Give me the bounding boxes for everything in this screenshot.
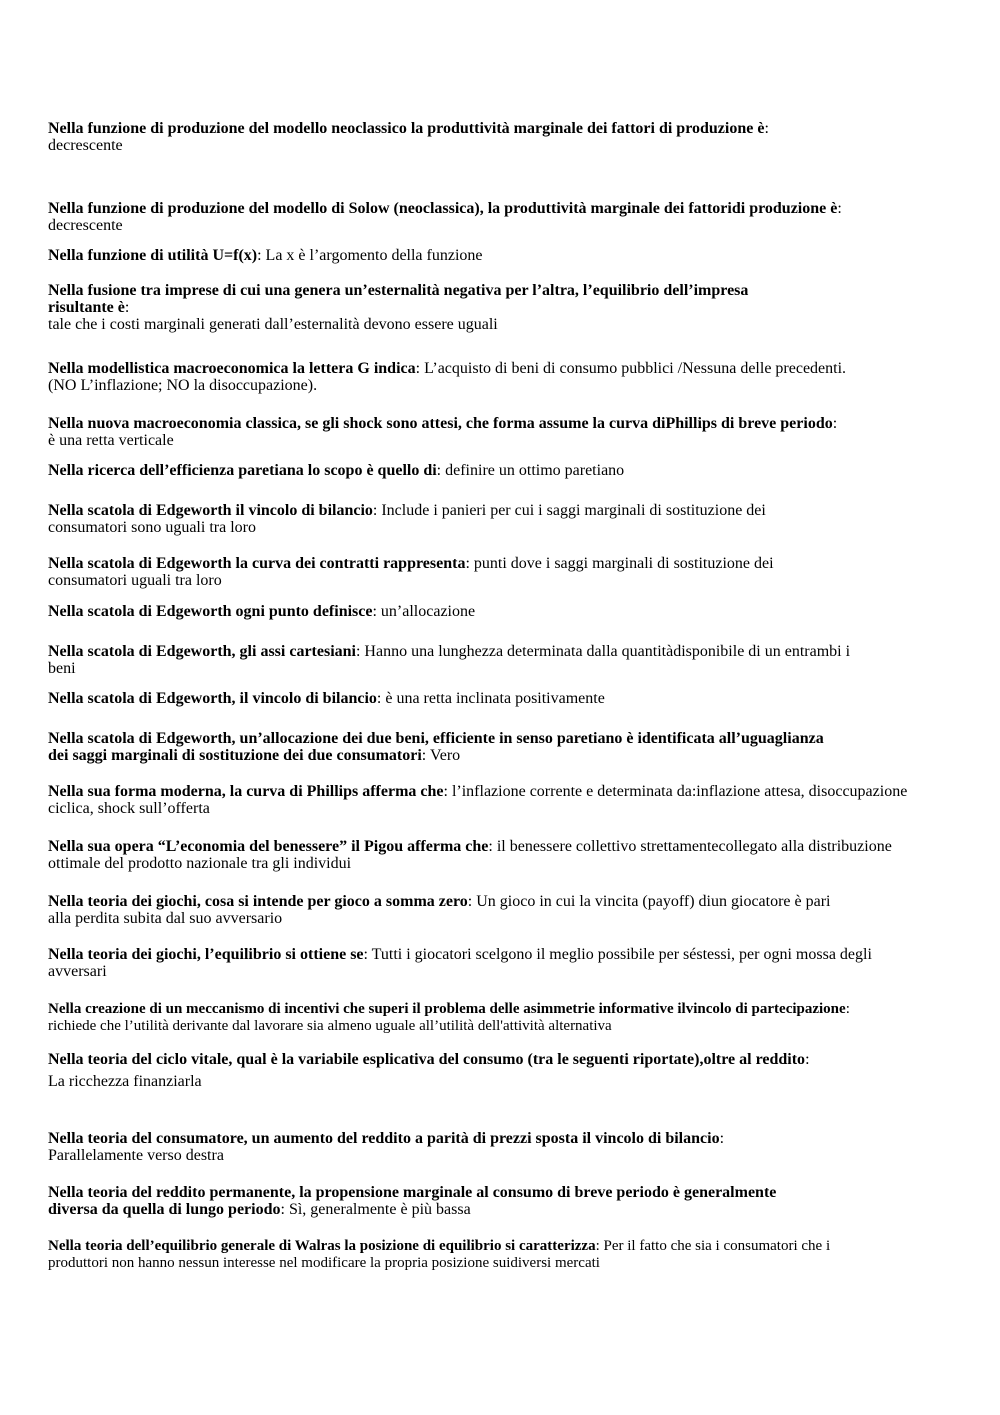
- answer-text: : Hanno una lunghezza determinata dalla quantitàdisponibile di un entrambi i beni: [48, 643, 851, 677]
- question-text: Nella scatola di Edgeworth, il vincolo di bilancio: [48, 690, 377, 707]
- qa-entry: [48, 502, 778, 536]
- answer-text: : Un gioco in cui la vincita (payoff) diun giocatore è pari alla perdita subita dal suo avversario: [48, 893, 831, 927]
- qa-entry: [48, 462, 938, 479]
- qa-entry: [48, 946, 878, 980]
- qa-entry: [48, 690, 938, 707]
- qa-entry: [48, 200, 878, 234]
- answer-text: : punti dove i saggi marginali di sostituzione dei consumatori uguali tra loro: [48, 555, 774, 589]
- question-text: Nella nuova macroeconomia classica, se gli shock sono attesi, che forma assume la curva diPhillips di breve periodo: [48, 415, 833, 432]
- qa-entry: Nella teoria del ciclo vitale, qual è la variabile esplicativa del consumo (tra le seguenti riportate),oltre al reddito: La ricchezza finanziarla: [48, 1051, 878, 1090]
- question-text: Nella fusione tra imprese di cui una genera un’esternalità negativa per l’altra, l’equilibrio dell’impresa risultante è: [48, 282, 749, 316]
- answer-text: : La x è l’argomento della funzione: [257, 247, 483, 264]
- answer-text: : definire un ottimo paretiano: [436, 462, 625, 479]
- qa-entry: [48, 1001, 888, 1035]
- qa-entry: [48, 555, 778, 589]
- qa-entry: [48, 415, 838, 449]
- answer-text: Parallelamente verso destra: [48, 1147, 224, 1164]
- question-text: Nella scatola di Edgeworth, un’allocazione dei due beni, efficiente in senso paretiano è identificata all’uguaglianza dei saggi marginali di sostituzione dei due consumatori: [48, 730, 824, 764]
- answer-text: : Sì, generalmente è più bassa: [280, 1201, 471, 1218]
- qa-entry: [48, 1238, 848, 1272]
- qa-entry: [48, 360, 848, 394]
- answer-text: : un’allocazione: [372, 603, 476, 620]
- question-text: Nella scatola di Edgeworth, gli assi cartesiani: [48, 643, 356, 660]
- qa-entry: [48, 783, 928, 817]
- answer-text: La ricchezza finanziarla: [48, 1073, 202, 1090]
- question-text: Nella teoria dei giochi, cosa si intende per gioco a somma zero: [48, 893, 468, 910]
- answer-text: : è una retta inclinata positivamente: [376, 690, 605, 707]
- answer-text: : Include i panieri per cui i saggi marginali di sostituzione dei consumatori sono uguali tra loro: [48, 502, 766, 536]
- qa-entry: Nella teoria del consumatore, un aumento del reddito a parità di prezzi sposta il vincolo di bilancio: Parallelamente verso destra: [48, 1130, 848, 1164]
- qa-entry: [48, 643, 868, 677]
- question-text: Nella funzione di produzione del modello neoclassico la produttività marginale dei fattori di produzione è: [48, 120, 765, 137]
- qa-entry: [48, 730, 838, 764]
- answer-text: tale che i costi marginali generati dall’esternalità devono essere uguali: [48, 316, 498, 333]
- question-text: Nella ricerca dell’efficienza paretiana lo scopo è quello di: [48, 462, 437, 479]
- question-text: Nella funzione di utilità U=f(x): [48, 247, 258, 264]
- answer-text: : è una retta verticale: [48, 415, 838, 449]
- answer-text: : Tutti i giocatori scelgono il meglio possibile per séstessi, per ogni mossa degli avversari: [48, 946, 872, 980]
- question-text: Nella teoria del consumatore, un aumento del reddito a parità di prezzi sposta il vincolo di bilancio: [48, 1130, 720, 1147]
- qa-entry: Nella fusione tra imprese di cui una genera un’esternalità negativa per l’altra, l’equilibrio dell’impresa risultante è: tale che i costi marginali generati dall’esternalità devono essere uguali: [48, 282, 768, 333]
- qa-entry: [48, 1184, 798, 1218]
- question-text: Nella sua forma moderna, la curva di Phillips afferma che: [48, 783, 444, 800]
- question-text: Nella sua opera “L’economia del benessere” il Pigou afferma che: [48, 838, 489, 855]
- answer-text: : decrescente: [48, 200, 842, 234]
- question-text: Nella teoria del reddito permanente, la propensione marginale al consumo di breve periodo è generalmente diversa da quella di lungo periodo: [48, 1184, 777, 1218]
- qa-entry: [48, 603, 938, 620]
- answer-text: : l’inflazione corrente e determinata da:inflazione attesa, disoccupazione ciclica, shock sull’offerta: [48, 783, 908, 817]
- qa-entry: [48, 893, 848, 927]
- question-text: Nella funzione di produzione del modello di Solow (neoclassica), la produttività marginale dei fattoridi produzione è: [48, 200, 838, 217]
- question-text: Nella creazione di un meccanismo di incentivi che superi il problema delle asimmetrie informative ilvincolo di partecipazione: [48, 1001, 846, 1017]
- answer-text: : L’acquisto di beni di consumo pubblici /Nessuna delle precedenti. (NO L’inflazione; NO la disoccupazione).: [48, 360, 847, 394]
- qa-entry: [48, 247, 938, 264]
- qa-entry: Nella funzione di produzione del modello neoclassico la produttività marginale dei fattori di produzione è: decrescente: [48, 120, 788, 154]
- question-text: Nella teoria del ciclo vitale, qual è la variabile esplicativa del consumo (tra le seguenti riportate),oltre al reddito: [48, 1051, 806, 1068]
- answer-text: : richiede che l’utilità derivante dal lavorare sia almeno uguale all’utilità dell'attività alternativa: [48, 1001, 850, 1034]
- question-text: Nella scatola di Edgeworth il vincolo di bilancio: [48, 502, 373, 519]
- answer-text: : Vero: [421, 747, 461, 764]
- answer-text: decrescente: [48, 137, 123, 154]
- answer-text: : Per il fatto che sia i consumatori che i produttori non hanno nessun interesse nel modificare la propria posizione suidiversi mercati: [48, 1238, 831, 1271]
- question-text: Nella teoria dei giochi, l’equilibrio si ottiene se: [48, 946, 364, 963]
- qa-entry: [48, 838, 933, 872]
- question-text: Nella scatola di Edgeworth ogni punto definisce: [48, 603, 373, 620]
- question-text: Nella scatola di Edgeworth la curva dei contratti rappresenta: [48, 555, 466, 572]
- question-text: Nella modellistica macroeconomica la lettera G indica: [48, 360, 416, 377]
- question-text: Nella teoria dell’equilibrio generale di Walras la posizione di equilibrio si caratterizza: [48, 1238, 596, 1254]
- answer-text: : il benessere collettivo strettamentecollegato alla distribuzione ottimale del prodotto nazionale tra gli individui: [48, 838, 892, 872]
